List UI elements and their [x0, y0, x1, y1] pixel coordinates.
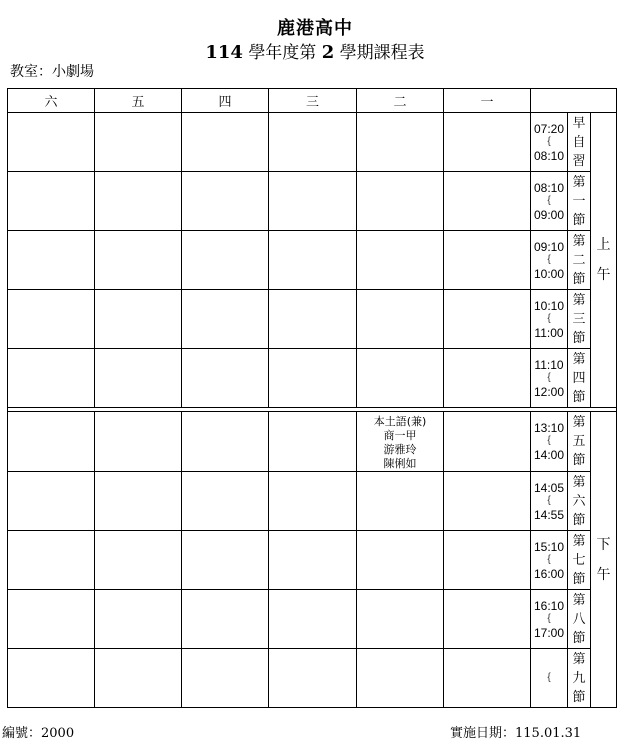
schedule-cell	[182, 412, 269, 472]
period-row	[8, 290, 617, 349]
schedule-table	[7, 88, 617, 708]
period-name	[568, 590, 591, 649]
period-time	[531, 231, 568, 290]
schedule-cell	[182, 472, 269, 531]
period-end: 12:00	[533, 384, 565, 399]
period-start: 13:10	[533, 421, 565, 435]
schedule-cell	[444, 649, 531, 708]
schedule-cell	[182, 349, 269, 408]
period-range-mark: {	[547, 612, 551, 624]
period-start: 08:10	[533, 180, 565, 195]
schedule-cell	[269, 472, 357, 531]
period-end: 14:55	[533, 507, 565, 522]
period-name	[568, 412, 591, 472]
period-start: 09:10	[533, 239, 565, 254]
period-range-mark: {	[547, 312, 551, 324]
schedule-cell	[269, 531, 357, 590]
period-end: 16:00	[533, 566, 565, 581]
period-name	[568, 531, 591, 590]
period-name-text: 第 六 節	[572, 474, 586, 528]
schedule-cell	[182, 290, 269, 349]
document-number: 編號：2000	[2, 726, 75, 741]
lesson-teacher: 游雅玲	[383, 443, 417, 456]
schedule-cell	[8, 649, 95, 708]
schedule-cell	[95, 172, 182, 231]
schedule-cell	[8, 172, 95, 231]
schedule-cell	[8, 113, 95, 172]
period-range-mark: {	[547, 435, 551, 446]
period-row	[8, 531, 617, 590]
period-row	[8, 172, 617, 231]
period-range-mark: {	[547, 553, 551, 565]
morning-label	[591, 113, 617, 408]
schedule-cell	[182, 531, 269, 590]
schedule-cell-lesson	[357, 412, 444, 472]
schedule-cell	[444, 113, 531, 172]
day-header-thu: 四	[182, 89, 269, 113]
period-name	[568, 172, 591, 231]
schedule-cell	[444, 412, 531, 472]
period-name-text: 第 八 節	[572, 592, 586, 646]
day-header-wed: 三	[269, 89, 357, 113]
period-name-text: 第 三 節	[572, 292, 586, 346]
schedule-cell	[269, 231, 357, 290]
schedule-title	[0, 38, 630, 63]
period-end: 08:10	[533, 148, 565, 163]
period-range-mark: {	[547, 494, 551, 506]
period-range-mark: {	[547, 194, 551, 206]
schedule-cell	[182, 649, 269, 708]
effective-date: 實施日期：115.01.31	[450, 726, 582, 741]
schedule-cell	[95, 472, 182, 531]
period-name	[568, 649, 591, 708]
lesson-subject: 本土語(兼)	[373, 415, 427, 428]
schedule-cell	[444, 231, 531, 290]
period-end: 17:00	[533, 625, 565, 640]
afternoon-label-text: 下 午	[596, 536, 611, 583]
schedule-cell	[269, 290, 357, 349]
period-start: 14:05	[533, 480, 565, 495]
schedule-cell	[357, 231, 444, 290]
period-row	[8, 231, 617, 290]
schedule-cell	[182, 172, 269, 231]
lesson-class: 商一甲	[383, 429, 417, 442]
schedule-cell	[8, 531, 95, 590]
schedule-cell	[357, 590, 444, 649]
school-name: 鹿港高中	[277, 18, 353, 39]
period-name	[568, 349, 591, 408]
period-time	[531, 349, 568, 408]
schedule-cell	[269, 649, 357, 708]
period-time	[531, 590, 568, 649]
period-end: 09:00	[533, 207, 565, 222]
period-row	[8, 590, 617, 649]
schedule-cell	[8, 231, 95, 290]
schedule-cell	[357, 290, 444, 349]
period-end: 11:00	[534, 325, 564, 340]
schedule-cell	[8, 590, 95, 649]
period-range-mark: {	[547, 135, 551, 147]
schedule-cell	[95, 412, 182, 472]
period-range-mark: {	[547, 671, 551, 683]
schedule-cell	[444, 349, 531, 408]
schedule-cell	[444, 290, 531, 349]
schedule-cell	[182, 590, 269, 649]
schedule-cell	[182, 113, 269, 172]
period-start: 15:10	[533, 539, 565, 554]
semester-number: 2	[321, 42, 335, 63]
schedule-cell	[8, 349, 95, 408]
period-start: 16:10	[533, 598, 565, 613]
schedule-cell	[357, 531, 444, 590]
day-header-mon: 一	[444, 89, 531, 113]
period-name-text: 第 一 節	[572, 174, 586, 228]
day-header-sat: 六	[8, 89, 95, 113]
period-name-text: 第 二 節	[572, 233, 586, 287]
period-row	[8, 349, 617, 408]
schedule-cell	[357, 113, 444, 172]
period-start: 07:20	[533, 121, 565, 136]
day-header-fri: 五	[95, 89, 182, 113]
schedule-cell	[95, 231, 182, 290]
schedule-cell	[95, 649, 182, 708]
period-time	[531, 412, 568, 472]
schedule-cell	[357, 349, 444, 408]
schedule-cell	[357, 649, 444, 708]
schedule-cell	[269, 590, 357, 649]
schedule-cell	[8, 412, 95, 472]
period-row	[8, 113, 617, 172]
schedule-cell	[8, 290, 95, 349]
period-time	[531, 472, 568, 531]
period-start: 10:10	[533, 298, 565, 313]
schedule-cell	[269, 349, 357, 408]
schedule-cell	[269, 172, 357, 231]
period-time	[531, 290, 568, 349]
schedule-cell	[444, 172, 531, 231]
morning-label-text: 上 午	[596, 237, 611, 283]
schedule-cell	[357, 472, 444, 531]
schedule-cell	[269, 113, 357, 172]
lesson-entry	[357, 412, 443, 471]
schedule-cell	[269, 412, 357, 472]
period-row	[8, 472, 617, 531]
period-range-mark: {	[547, 253, 551, 265]
period-row	[8, 649, 617, 708]
period-name	[568, 472, 591, 531]
period-time	[531, 172, 568, 231]
schedule-cell	[95, 113, 182, 172]
school-year: 114	[205, 42, 243, 63]
period-name	[568, 231, 591, 290]
lesson-teacher: 陳俐如	[383, 457, 417, 470]
afternoon-label	[591, 412, 617, 708]
period-end: 10:00	[533, 266, 565, 281]
time-header	[531, 89, 617, 113]
period-end: 14:00	[533, 448, 565, 462]
period-row	[8, 412, 617, 472]
school-year-label: 學年度第	[248, 43, 317, 63]
period-name-text: 早 自 習	[572, 115, 586, 169]
schedule-cell	[95, 349, 182, 408]
period-time	[531, 113, 568, 172]
period-name-text: 第 四 節	[572, 351, 586, 405]
period-start: 11:10	[534, 357, 564, 372]
schedule-cell	[444, 590, 531, 649]
schedule-cell	[8, 472, 95, 531]
period-name-text: 第 七 節	[572, 533, 586, 587]
schedule-cell	[444, 531, 531, 590]
period-name-text: 第 五 節	[572, 415, 586, 468]
period-name	[568, 113, 591, 172]
classroom-label: 教室：小劇場	[10, 64, 94, 80]
period-time	[531, 531, 568, 590]
schedule-cell	[444, 472, 531, 531]
schedule-cell	[182, 231, 269, 290]
schedule-cell	[95, 290, 182, 349]
period-name	[568, 290, 591, 349]
schedule-cell	[357, 172, 444, 231]
schedule-cell	[95, 590, 182, 649]
day-header-row	[8, 89, 617, 113]
period-name-text: 第 九 節	[572, 651, 586, 705]
day-header-tue: 二	[357, 89, 444, 113]
period-time	[531, 649, 568, 708]
period-range-mark: {	[547, 371, 551, 383]
semester-label: 學期課程表	[339, 43, 425, 63]
schedule-cell	[95, 531, 182, 590]
